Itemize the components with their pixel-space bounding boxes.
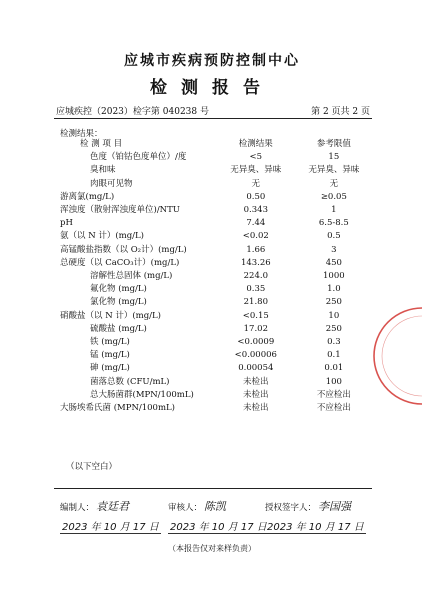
cell-result: <5 <box>249 152 263 163</box>
cell-result: 未检出 <box>243 389 269 400</box>
table-row <box>60 362 372 375</box>
cell-item: 总大肠菌群(MPN/100mL) <box>90 389 194 400</box>
cell-limit: ≥0.05 <box>320 191 347 202</box>
cell-result: <0.15 <box>242 310 269 321</box>
cell-item: 溶解性总固体 (mg/L) <box>90 271 173 282</box>
approve-date: 2023 年 10 月 17 日 <box>265 518 366 534</box>
cell-item: 肉眼可见物 <box>90 178 133 189</box>
cell-limit: 3 <box>331 244 337 255</box>
cell-limit: 无异臭、异味 <box>308 165 360 176</box>
table-row <box>60 151 372 164</box>
table-row <box>60 376 372 389</box>
table-row <box>60 389 372 402</box>
cell-limit: 1000 <box>323 271 345 282</box>
cell-result: 143.26 <box>240 257 271 268</box>
column-header-item: 检 测 项 目 <box>80 139 123 149</box>
table-row <box>60 191 372 204</box>
cell-item: 菌落总数 (CFU/mL) <box>90 376 170 387</box>
table-row <box>60 270 372 283</box>
cell-result: 无异臭、异味 <box>230 165 282 176</box>
cell-limit: 10 <box>328 310 340 321</box>
table-row <box>60 323 372 336</box>
approver-name: 李国强 <box>318 500 352 513</box>
table-row <box>60 257 372 270</box>
report-number: 应城疾控（2023）检字第 040238 号 <box>56 107 209 117</box>
cell-result: 0.35 <box>246 284 266 295</box>
column-header-result: 检测结果 <box>238 139 273 149</box>
cell-item: 氯化物 (mg/L) <box>90 297 147 308</box>
cell-item: 大肠埃希氏菌 (MPN/100mL) <box>60 403 175 414</box>
header-divider <box>54 118 372 119</box>
table-row <box>60 178 372 191</box>
cell-item: 锰 (mg/L) <box>90 350 130 361</box>
table-row <box>60 217 372 230</box>
cell-item: 臭和味 <box>90 165 116 176</box>
approver-label: 授权签字人： <box>265 503 317 513</box>
report-footnote: （本报告仅对来样负责） <box>168 544 256 553</box>
table-row <box>60 349 372 362</box>
table-row <box>60 230 372 243</box>
cell-result: 0.50 <box>246 191 266 202</box>
cell-result: <0.0009 <box>237 337 275 348</box>
compiler-name: 袁廷君 <box>96 500 130 513</box>
cell-result: 21.80 <box>243 297 268 308</box>
cell-limit: 100 <box>325 376 342 387</box>
table-row <box>60 310 372 323</box>
approver-signature <box>265 498 351 514</box>
cell-result: 7.44 <box>246 218 266 229</box>
cell-limit: 250 <box>325 297 342 308</box>
cell-result: <0.00006 <box>234 350 277 361</box>
cell-limit: 无 <box>329 178 339 189</box>
blank-below-note: （以下空白） <box>66 462 118 472</box>
cell-item: 氨（以 N 计）(mg/L) <box>60 231 144 242</box>
official-seal-stamp <box>368 300 424 410</box>
results-table <box>60 138 372 415</box>
cell-result: 224.0 <box>243 271 268 282</box>
reviewer-signature <box>168 498 226 514</box>
cell-limit: 1 <box>331 205 337 216</box>
footer-divider <box>54 488 372 489</box>
cell-item: 总硬度（以 CaCO₃计）(mg/L) <box>60 257 180 268</box>
cell-result: 无 <box>251 178 261 189</box>
cell-item: 浑浊度（散射浑浊度单位)/NTU <box>60 205 180 216</box>
cell-limit: 0.5 <box>327 231 341 242</box>
organization-name: 应城市疾病预防控制中心 <box>124 53 300 69</box>
cell-limit: 不应检出 <box>316 403 351 414</box>
cell-result: <0.02 <box>242 231 269 242</box>
cell-result: 未检出 <box>243 376 269 387</box>
cell-item: 砷 (mg/L) <box>90 363 130 374</box>
table-row <box>60 296 372 309</box>
table-row <box>60 336 372 349</box>
column-header-limit: 参考限值 <box>316 139 351 149</box>
section-title: 检测结果： <box>60 129 103 139</box>
cell-result: 0.343 <box>243 205 268 216</box>
cell-limit: 450 <box>325 257 342 268</box>
cell-limit: 1.0 <box>327 284 341 295</box>
cell-result: 未检出 <box>243 403 269 414</box>
compiler-label: 编制人： <box>60 503 95 513</box>
cell-item: 游离氯(mg/L) <box>60 191 115 202</box>
cell-item: 铁 (mg/L) <box>90 337 130 348</box>
cell-limit: 0.1 <box>327 350 341 361</box>
cell-limit: 15 <box>328 152 340 163</box>
cell-item: 高锰酸盐指数（以 O₂计）(mg/L) <box>60 244 187 255</box>
reviewer-name: 陈凯 <box>204 500 227 513</box>
table-row <box>60 283 372 296</box>
cell-item: 硫酸盐 (mg/L) <box>90 323 147 334</box>
cell-limit: 不应检出 <box>316 389 351 400</box>
table-row <box>60 164 372 177</box>
table-row <box>60 402 372 415</box>
cell-limit: 0.3 <box>327 337 341 348</box>
page-number: 第 2 页共 2 页 <box>311 107 370 117</box>
cell-result: 0.00054 <box>238 363 274 374</box>
results-body <box>60 151 372 415</box>
cell-item: 氟化物 (mg/L) <box>90 284 147 295</box>
cell-limit: 250 <box>325 323 342 334</box>
cell-limit: 0.01 <box>324 363 344 374</box>
cell-item: 硝酸盐（以 N 计）(mg/L) <box>60 310 161 321</box>
reviewer-label: 审核人： <box>168 503 203 513</box>
compile-date: 2023 年 10 月 17 日 <box>60 518 161 534</box>
cell-result: 17.02 <box>243 323 268 334</box>
cell-item: pH <box>60 218 73 229</box>
table-row <box>60 244 372 257</box>
cell-limit: 6.5-8.5 <box>318 218 349 229</box>
table-header-row <box>60 138 372 151</box>
compiler-signature <box>60 498 129 514</box>
review-date: 2023 年 10 月 17 日 <box>168 518 269 534</box>
table-row <box>60 204 372 217</box>
cell-item: 色度（铂钴色度单位）/度 <box>90 152 187 163</box>
cell-result: 1.66 <box>246 244 266 255</box>
report-title: 检测报告 <box>150 78 274 98</box>
